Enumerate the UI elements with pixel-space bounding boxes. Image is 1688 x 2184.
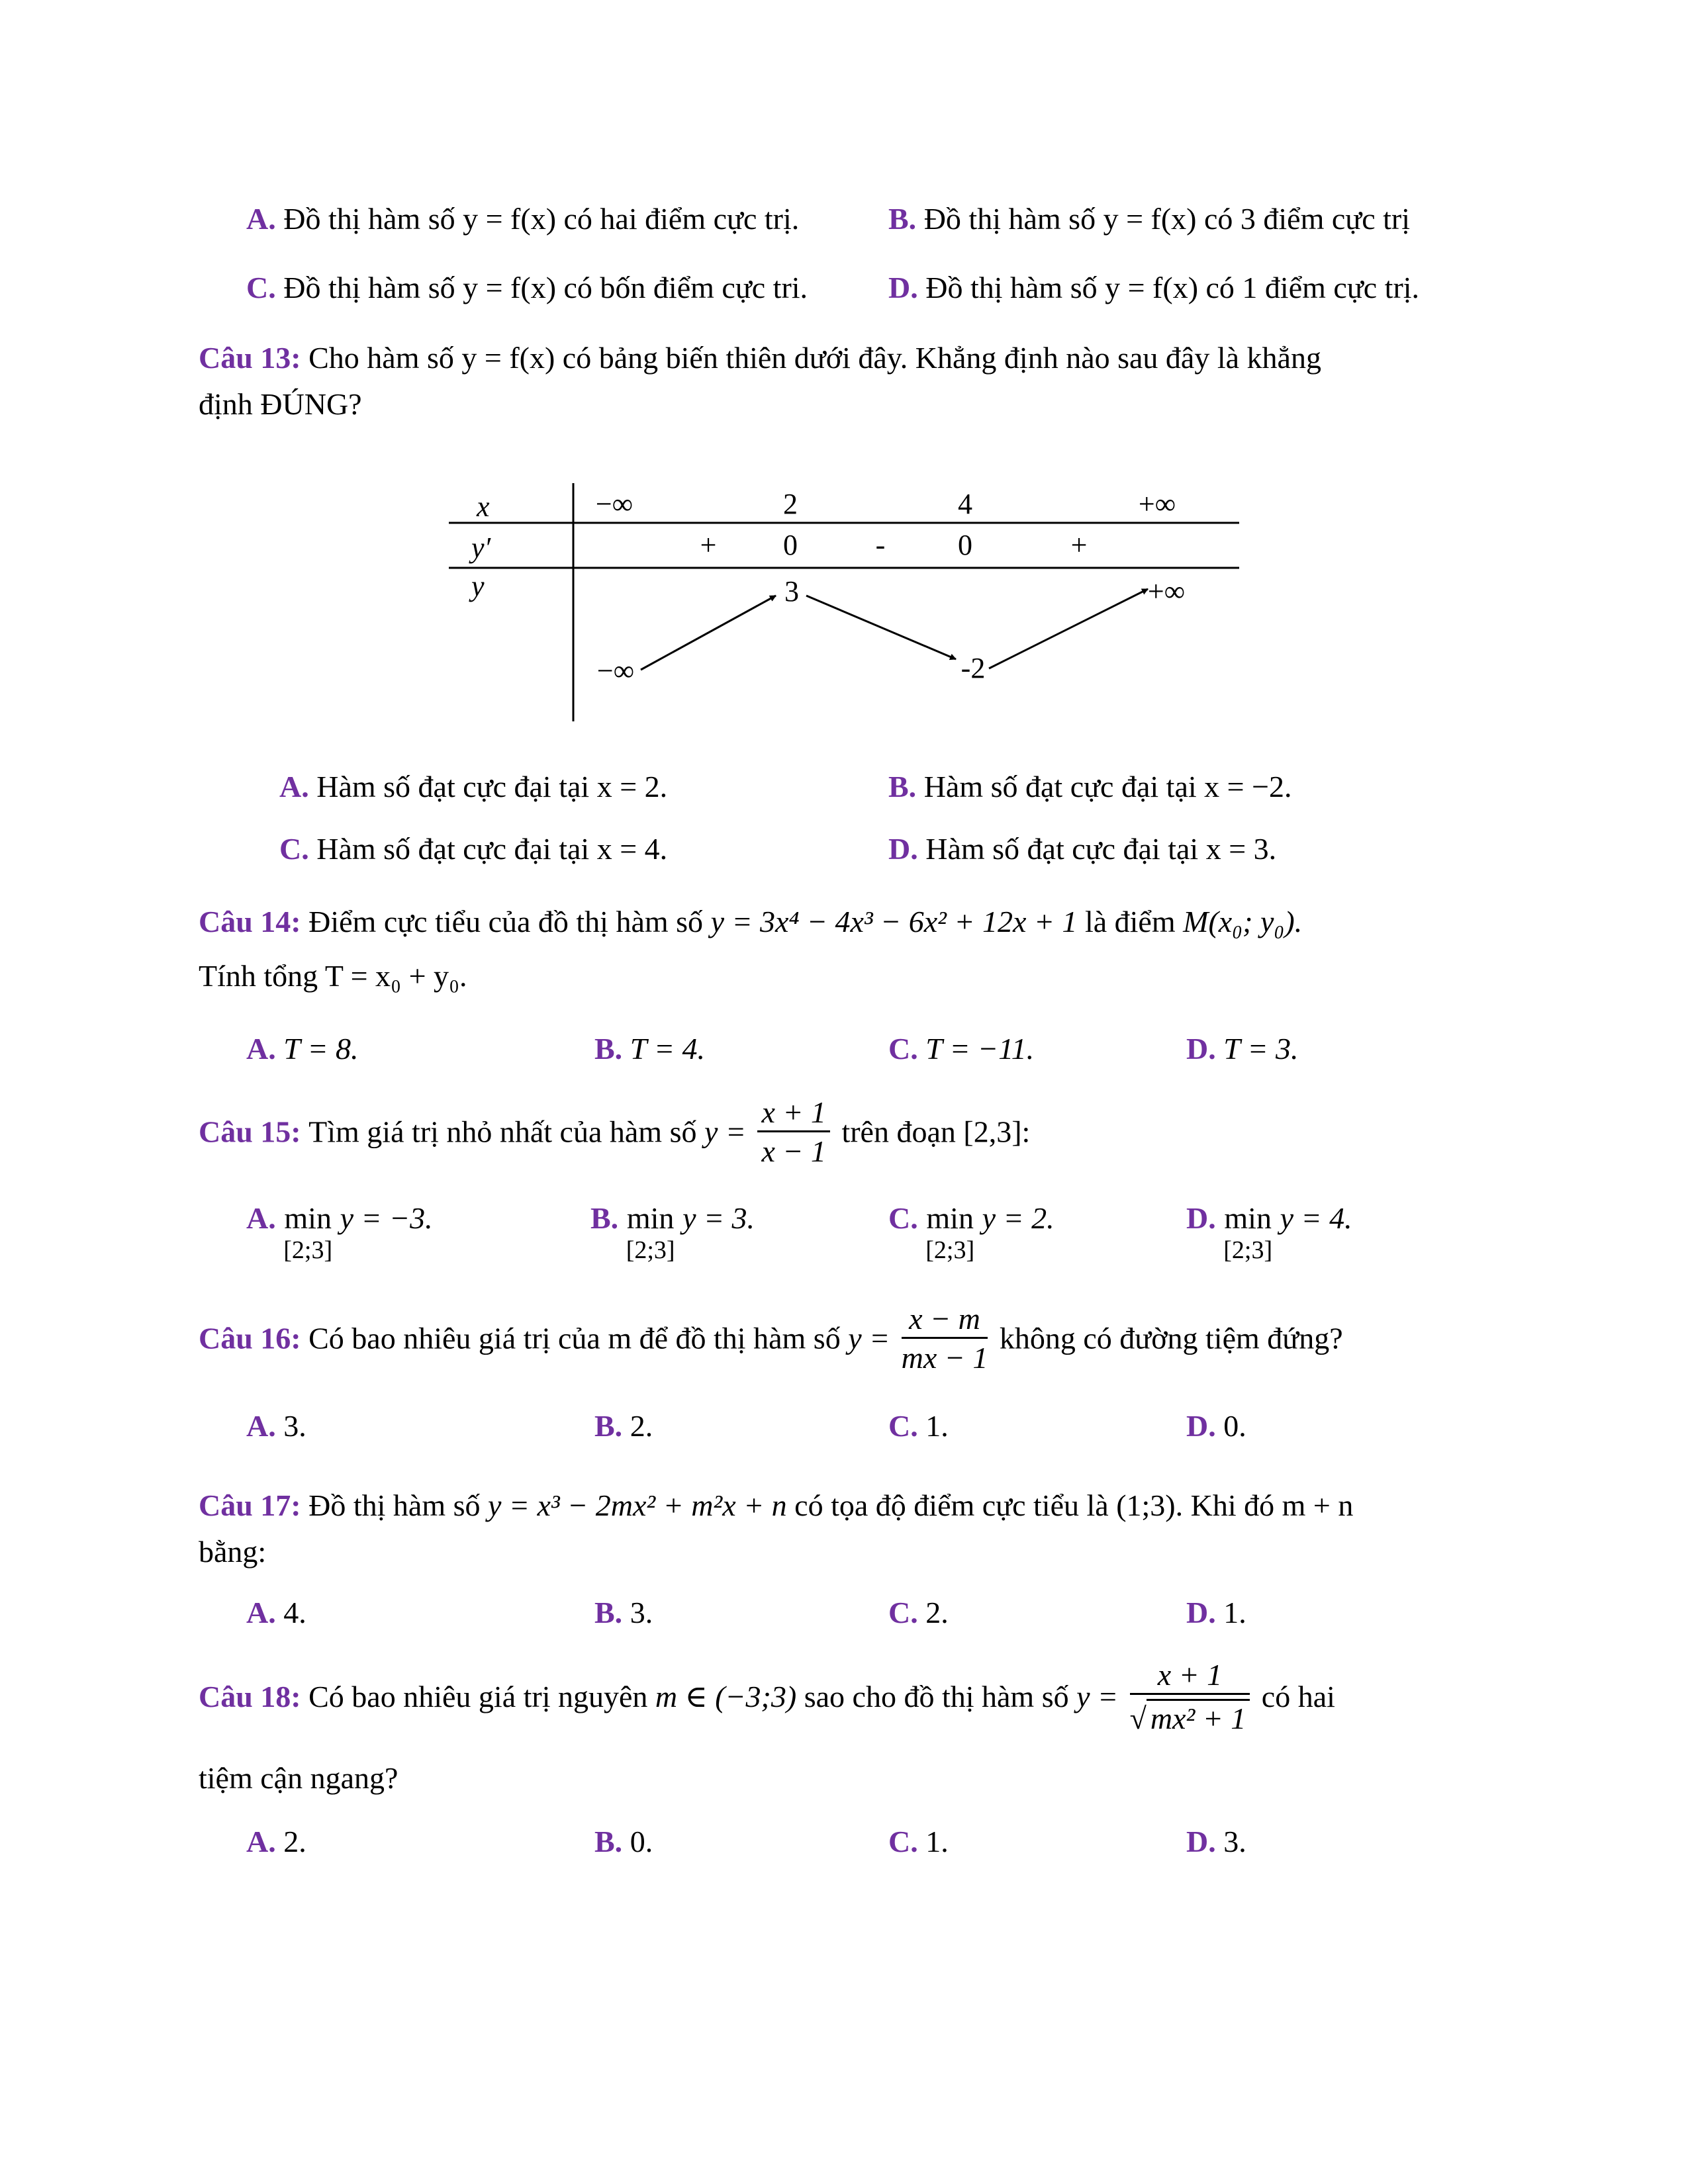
option-text: T = 3. — [1223, 1032, 1299, 1066]
sqrt-radicand: mx² + 1 — [1147, 1699, 1250, 1734]
q13-option-b — [888, 772, 1292, 802]
min-word: min — [926, 1201, 974, 1235]
option-label: C. — [888, 1201, 918, 1235]
row-label-y: y — [471, 570, 485, 602]
option-text: Hàm số đạt cực đại tại x = 2. — [316, 770, 668, 803]
option-label: D. — [1186, 1596, 1216, 1629]
option-text: T = 8. — [283, 1032, 359, 1066]
question-text: là điểm — [1084, 905, 1176, 938]
q15-option-a — [246, 1203, 433, 1263]
y-equals: y = — [704, 1115, 746, 1149]
q17-option-a — [246, 1598, 306, 1628]
y-value: 3 — [784, 575, 799, 608]
fraction-denominator: mx − 1 — [901, 1341, 988, 1375]
question-text: trên đoạn [2,3]: — [841, 1115, 1031, 1149]
option-text: 4. — [283, 1596, 306, 1629]
question-label: Câu 16: — [199, 1321, 301, 1355]
option-text: 3. — [630, 1596, 653, 1629]
question-text: Tìm giá trị nhỏ nhất của hàm số — [308, 1115, 697, 1149]
option-label: B. — [888, 770, 917, 803]
fraction-numerator: x − m — [902, 1304, 988, 1339]
option-label: D. — [888, 832, 918, 866]
option-text: Đồ thị hàm số y = f(x) có 1 điểm cực trị. — [925, 271, 1420, 304]
question-text: Có bao nhiêu giá trị nguyên — [308, 1680, 648, 1713]
option-text: Đồ thị hàm số y = f(x) có 3 điểm cực trị — [923, 202, 1411, 236]
question-text: Có bao nhiêu giá trị của m để đồ thị hàm số — [308, 1321, 841, 1355]
option-text: y = 2. — [982, 1201, 1055, 1235]
min-operator — [1223, 1203, 1272, 1263]
q16-option-c — [888, 1411, 949, 1441]
fraction — [1130, 1660, 1250, 1734]
option-label: B. — [594, 1596, 623, 1629]
q16-option-b — [594, 1411, 653, 1441]
option-text: 3. — [283, 1409, 306, 1443]
question-label: Câu 15: — [199, 1115, 301, 1149]
min-operator — [925, 1203, 974, 1263]
min-operator — [283, 1203, 332, 1263]
y-equals: y = — [848, 1321, 890, 1355]
q13-option-c — [279, 834, 667, 864]
question-label: Câu 17: — [199, 1488, 301, 1522]
q18-option-d — [1186, 1827, 1246, 1857]
option-text: T = 4. — [630, 1032, 705, 1066]
option-text: 1. — [925, 1409, 949, 1443]
option-text: 2. — [925, 1596, 949, 1629]
option-label: D. — [1186, 1825, 1216, 1858]
min-word: min — [284, 1201, 332, 1235]
min-interval: [2;3] — [1223, 1236, 1273, 1264]
option-text: 3. — [1223, 1825, 1246, 1858]
q17-option-b — [594, 1598, 653, 1628]
question-text: Đồ thị hàm số — [308, 1488, 481, 1522]
option-label: A. — [246, 1596, 276, 1629]
option-text: Hàm số đạt cực đại tại x = 4. — [316, 832, 668, 866]
min-operator — [626, 1203, 675, 1263]
q18-option-a — [246, 1827, 306, 1857]
option-label: D. — [1186, 1201, 1216, 1235]
option-label: C. — [888, 1409, 918, 1443]
option-label: B. — [594, 1409, 623, 1443]
q17-question — [199, 1490, 1353, 1521]
yprime-sign: - — [875, 529, 886, 561]
y-value: −∞ — [596, 655, 635, 687]
option-text: 0. — [1223, 1409, 1246, 1443]
fraction — [902, 1304, 988, 1373]
option-label: A. — [246, 1409, 276, 1443]
condition-expression: m ∈ (−3;3) — [655, 1680, 797, 1713]
option-label: B. — [594, 1825, 623, 1858]
function-expression: y = x³ − 2mx² + m²x + n — [488, 1488, 787, 1522]
option-text: Hàm số đạt cực đại tại x = 3. — [925, 832, 1277, 866]
option-label: D. — [1186, 1032, 1216, 1066]
fraction-numerator: x + 1 — [757, 1097, 829, 1132]
option-text: y = 3. — [682, 1201, 755, 1235]
q16-option-d — [1186, 1411, 1246, 1441]
option-label: B. — [888, 202, 917, 236]
option-label: A. — [246, 1032, 276, 1066]
y-value: -2 — [961, 652, 986, 684]
fraction-denominator — [1130, 1695, 1250, 1734]
sqrt-sign: √ — [1129, 1702, 1147, 1735]
q13-option-a — [279, 772, 667, 802]
option-text: y = −3. — [340, 1201, 433, 1235]
option-label: D. — [1186, 1409, 1216, 1443]
x-value: 2 — [783, 488, 798, 520]
fraction-numerator: x + 1 — [1130, 1660, 1250, 1695]
arrow-up-1 — [641, 596, 776, 670]
question-text: Cho hàm số y = f(x) có bảng biến thiên dưới đây. Khẳng định nào sau đây là khẳng — [308, 341, 1321, 375]
option-label: A. — [246, 1201, 276, 1235]
fraction — [757, 1097, 829, 1167]
q17-option-c — [888, 1598, 949, 1628]
option-label: A. — [279, 770, 309, 803]
arrow-up-2 — [989, 589, 1148, 668]
question-text: Điểm cực tiểu của đồ thị hàm số — [308, 905, 704, 938]
option-text: 0. — [630, 1825, 653, 1858]
option-text: 1. — [1223, 1596, 1246, 1629]
yprime-zero: 0 — [783, 529, 798, 561]
option-label: B. — [590, 1201, 619, 1235]
option-label: C. — [246, 271, 276, 304]
point-expression: M(x₀; y₀). — [1183, 905, 1303, 938]
option-text: 1. — [925, 1825, 949, 1858]
x-value: +∞ — [1138, 488, 1176, 520]
q13-question-line2: định ĐÚNG? — [199, 387, 362, 421]
option-label: C. — [888, 1825, 918, 1858]
q13-option-d — [888, 834, 1276, 864]
fraction-denominator: x − 1 — [761, 1134, 826, 1168]
option-text: 2. — [283, 1825, 306, 1858]
arrow-down — [806, 596, 956, 659]
row-label-x: x — [477, 490, 490, 523]
question-text: có tọa độ điểm cực tiểu là (1;3). Khi đó m + n — [794, 1488, 1354, 1522]
q14-question-line2: Tính tổng T = x₀ + y₀. — [199, 959, 467, 993]
q14-option-c — [888, 1034, 1034, 1064]
y-equals: y = — [1076, 1680, 1119, 1713]
question-label: Câu 13: — [199, 341, 301, 375]
min-interval: [2;3] — [925, 1236, 975, 1264]
yprime-zero: 0 — [958, 529, 972, 561]
q15-question — [199, 1097, 1030, 1167]
function-expression: y = 3x⁴ − 4x³ − 6x² + 12x + 1 — [710, 905, 1078, 938]
option-label: C. — [888, 1596, 918, 1629]
q17-question-line2: bằng: — [199, 1535, 267, 1569]
q18-option-b — [594, 1827, 653, 1857]
option-label: C. — [279, 832, 309, 866]
q18-option-c — [888, 1827, 949, 1857]
option-text: 2. — [630, 1409, 653, 1443]
q16-option-a — [246, 1411, 306, 1441]
option-text: Đồ thị hàm số y = f(x) có bốn điểm cực tri. — [283, 271, 808, 304]
option-label: C. — [888, 1032, 918, 1066]
yprime-sign: + — [1070, 529, 1088, 561]
option-text: Hàm số đạt cực đại tại x = −2. — [923, 770, 1292, 803]
question-text: có hai — [1261, 1680, 1335, 1713]
question-label: Câu 18: — [199, 1680, 301, 1713]
min-interval: [2;3] — [626, 1236, 675, 1264]
option-label: B. — [594, 1032, 623, 1066]
q15-option-d — [1186, 1203, 1352, 1263]
x-value: −∞ — [595, 488, 633, 520]
question-text: sao cho đồ thị hàm số — [804, 1680, 1069, 1713]
option-text: Đồ thị hàm số y = f(x) có hai điểm cực trị. — [283, 202, 800, 236]
q16-question — [199, 1304, 1343, 1373]
question-text: không có đường tiệm đứng? — [999, 1321, 1343, 1355]
option-text: T = −11. — [925, 1032, 1035, 1066]
option-label: A. — [246, 202, 276, 236]
yprime-sign: + — [700, 529, 717, 561]
min-interval: [2;3] — [283, 1236, 333, 1264]
q15-option-c — [888, 1203, 1055, 1263]
q17-option-d — [1186, 1598, 1246, 1628]
option-text: y = 4. — [1280, 1201, 1352, 1235]
q14-option-d — [1186, 1034, 1299, 1064]
min-word: min — [626, 1201, 675, 1235]
y-value: +∞ — [1147, 575, 1186, 608]
q14-question — [199, 907, 1302, 937]
x-value: 4 — [958, 488, 972, 520]
min-word: min — [1224, 1201, 1272, 1235]
q15-option-b — [590, 1203, 755, 1263]
q18-question — [199, 1660, 1335, 1734]
q14-option-b — [594, 1034, 705, 1064]
q18-question-line2: tiệm cận ngang? — [199, 1761, 399, 1795]
option-label: A. — [246, 1825, 276, 1858]
q14-option-a — [246, 1034, 359, 1064]
row-label-yprime: y′ — [471, 531, 491, 564]
question-label: Câu 14: — [199, 905, 301, 938]
option-label: D. — [888, 271, 918, 304]
